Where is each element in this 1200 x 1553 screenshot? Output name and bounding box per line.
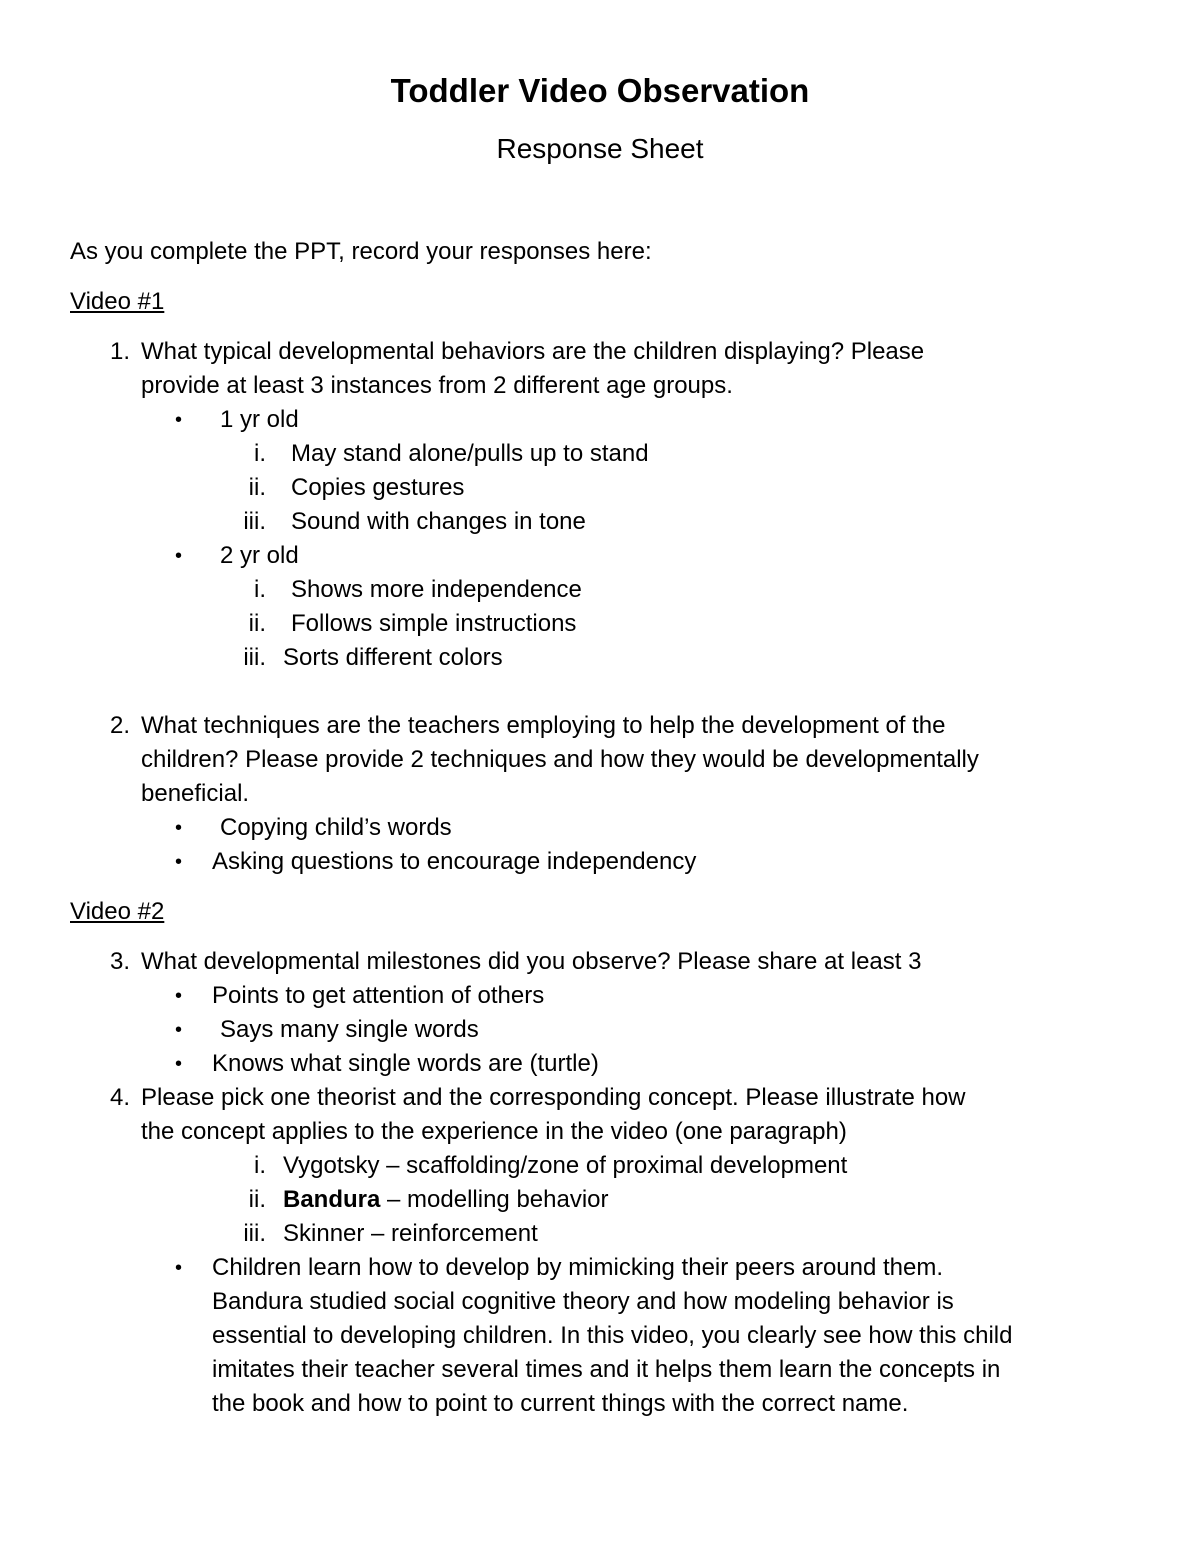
theorist-name: Vygotsky [283,1152,380,1179]
bullet-icon: • [175,851,183,873]
theorist-name: Skinner [283,1220,365,1247]
q1-group2-item2: Follows simple instructions [291,610,577,637]
q2-text-line1: What techniques are the teachers employing to help the development of the [141,712,946,739]
q1-group1-item1-num: i. [254,440,266,467]
q3-bullet2: Says many single words [220,1016,479,1043]
theorist-name-bold: Bandura [283,1186,381,1213]
q1-group2-item3: Sorts different colors [283,644,503,671]
page-subtitle: Response Sheet [496,133,704,164]
bullet-icon: • [175,985,183,1007]
q2-number: 2. [109,712,130,739]
q1-number: 1. [109,338,130,365]
q1-group2-item1-num: i. [254,576,266,603]
bullet-icon: • [175,1019,183,1041]
q1-group1-item3-num: iii. [243,508,266,535]
q1-group1-item3: Sound with changes in tone [291,508,586,535]
video2-heading: Video #2 [70,898,165,925]
bullet-icon: • [175,1053,183,1075]
q1-text-line2: provide at least 3 instances from 2 different age groups. [141,372,733,399]
q1-group1-label: 1 yr old [220,406,299,433]
q4-theorist2 [283,1183,609,1217]
q4-theorist1 [283,1149,847,1183]
q4-answer-line1: Children learn how to develop by mimicking their peers around them. [212,1254,944,1281]
q3-bullet1: Points to get attention of others [212,982,545,1009]
q4-theorist3-num: iii. [243,1220,266,1247]
q4-answer-line5: the book and how to point to current things with the correct name. [212,1390,909,1417]
q4-theorist1-num: i. [254,1152,266,1179]
q4-text-line1: Please pick one theorist and the corresponding concept. Please illustrate how [141,1084,966,1111]
q1-group2-item2-num: ii. [248,610,266,637]
q4-answer-line2: Bandura studied social cognitive theory and how modeling behavior is [212,1288,954,1315]
bullet-icon: • [175,409,183,431]
q2-bullet2: Asking questions to encourage independency [212,848,697,875]
video1-heading: Video #1 [70,288,165,315]
intro-text: As you complete the PPT, record your responses here: [70,238,652,265]
bullet-icon: • [175,545,183,567]
q4-number: 4. [109,1084,130,1111]
q4-theorist2-num: ii. [248,1186,266,1213]
bullet-icon: • [175,1257,183,1279]
q1-group2-item3-num: iii. [243,644,266,671]
q4-theorist3 [283,1217,538,1251]
q3-bullet3: Knows what single words are (turtle) [212,1050,599,1077]
q1-text-line1: What typical developmental behaviors are the children displaying? Please [141,338,925,365]
q1-group1-item1: May stand alone/pulls up to stand [291,440,649,467]
theorist-concept: – modelling behavior [380,1186,609,1213]
q4-text-line2: the concept applies to the experience in the video (one paragraph) [141,1118,847,1145]
theorist-concept: – scaffolding/zone of proximal development [379,1152,848,1179]
q1-group2-item1: Shows more independence [291,576,582,603]
page-title: Toddler Video Observation [390,72,810,109]
q2-text-line3: beneficial. [141,780,250,807]
bullet-icon: • [175,817,183,839]
q3-number: 3. [109,948,130,975]
q1-group1-item2: Copies gestures [291,474,465,501]
q2-bullet1: Copying child’s words [220,814,452,841]
q1-group2-label: 2 yr old [220,542,299,569]
q4-answer-line4: imitates their teacher several times and it helps them learn the concepts in [212,1356,1001,1383]
q4-answer-line3: essential to developing children. In this video, you clearly see how this child [212,1322,1013,1349]
q1-group1-item2-num: ii. [248,474,266,501]
theorist-concept: – reinforcement [364,1220,538,1247]
q2-text-line2: children? Please provide 2 techniques and how they would be developmentally [141,746,979,773]
q3-text-line1: What developmental milestones did you observe? Please share at least 3 [141,948,922,975]
